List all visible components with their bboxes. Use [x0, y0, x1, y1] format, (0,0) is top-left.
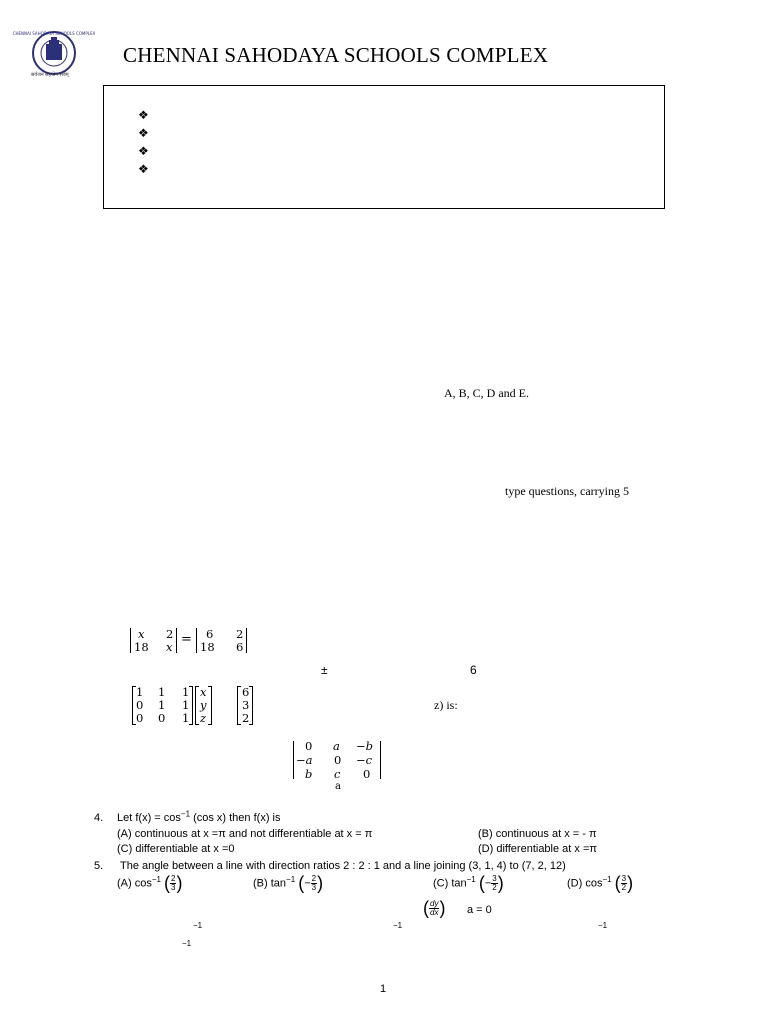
bullet-icon: ❖: [138, 126, 149, 140]
q2-matrix-equation: 1 1 1 0 1 1 0 0 1 x y z 6 3 2: [132, 685, 262, 725]
q1-determinant-equation: x 2 18 x = 6 2 18 6: [128, 627, 258, 655]
q5-option-a: (A) $\cos^{-1}$ ( $\frac{2}{3}$ ): [117, 873, 183, 893]
bullet-icon: ❖: [138, 108, 149, 122]
bullet-icon: ❖: [138, 162, 149, 176]
q1-value: 6: [470, 663, 477, 677]
instructions-box: [103, 85, 665, 209]
q4-option-a: (A) continuous at x =π and not differentiable at x = π: [117, 828, 373, 840]
page-number: 1: [380, 983, 387, 995]
inverse-superscript: −1: [393, 921, 403, 930]
q4-stem: Let $f(x) = \cos^{-1} (\cos$ x) then f(x) is: [117, 809, 281, 824]
inverse-superscript: −1: [193, 921, 203, 930]
q4-number: 4.: [94, 812, 104, 824]
page-title: CHENNAI SAHODAYA SCHOOLS COMPLEX: [123, 43, 549, 67]
z-is-text: z) is:: [434, 698, 458, 712]
bullet-icon: ❖: [138, 144, 149, 158]
q4-option-b: (B) continuous at x = - π: [478, 828, 597, 840]
sections-text: A, B, C, D and E.: [444, 386, 529, 400]
a-label: a: [335, 781, 341, 792]
inverse-superscript: −1: [182, 939, 192, 948]
q5-option-c: (C) $\tan^{-1}$ (− $\frac{3}{2}$ ): [433, 873, 504, 893]
inverse-superscript: −1: [598, 921, 608, 930]
type-questions-text: type questions, carrying 5: [505, 484, 629, 498]
logo-lettering: CHENNAI SAHODAYA SCHOOLS COMPLEX: [12, 31, 96, 36]
school-motto: सर्वजन सहयोग सर्वम्: [31, 72, 69, 78]
q5-option-b: (B) $\tan^{-1}$ (− $\frac{2}{3}$ ): [253, 873, 324, 893]
q5-stem: The angle between a line with direction ratios 2 : 2 : 1 and a line joining (3, 1, 4) to (7, 2, 12): [120, 860, 566, 872]
q5-number: 5.: [94, 860, 104, 872]
q5-option-d: (D) $\cos^{-1}$ ( $\frac{3}{2}$ ): [567, 873, 634, 893]
q3-determinant: 0 a −b −a 0 −c b c 0: [292, 740, 392, 782]
q6-derivative: ( $\frac{dy}{dx}$ ): [423, 898, 446, 918]
q4-option-d: (D) differentiable at x =π: [478, 843, 597, 855]
q6-condition: a = 0: [467, 904, 492, 916]
q4-option-c: (C) differentiable at x =0: [117, 843, 235, 855]
plus-minus-symbol: ±: [321, 663, 328, 677]
